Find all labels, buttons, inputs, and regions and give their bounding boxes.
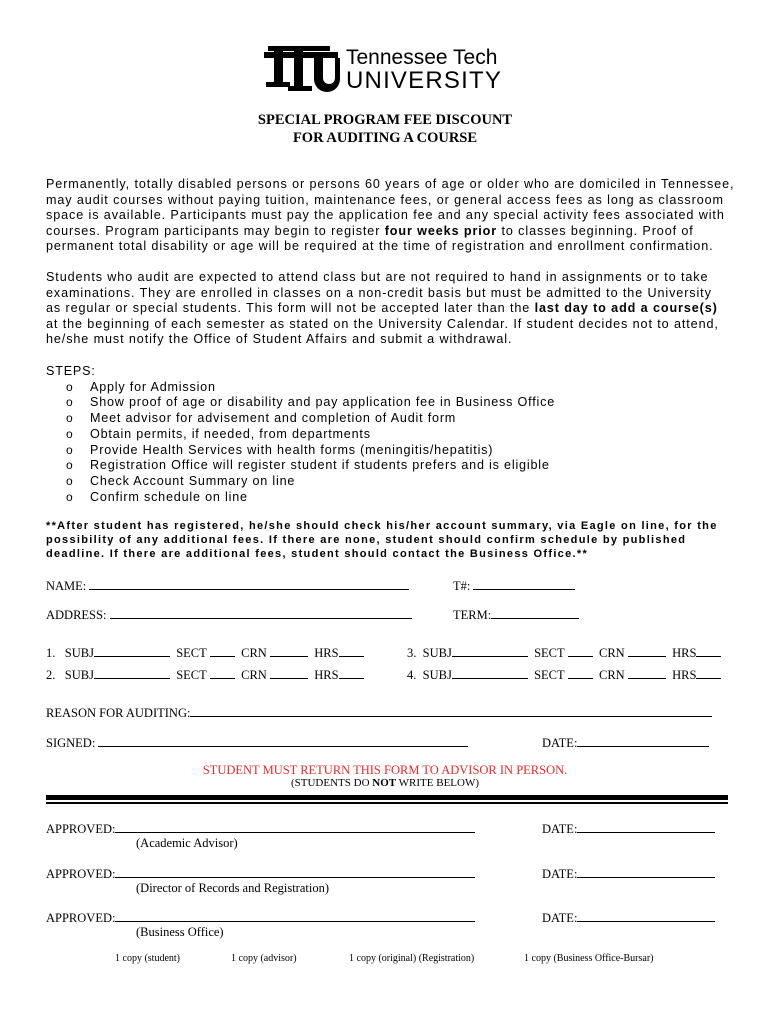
crn-label: CRN: [241, 668, 267, 682]
approval-role-label: (Business Office): [136, 925, 224, 939]
approval-date-field[interactable]: [542, 821, 715, 837]
step-item: [46, 458, 555, 474]
subj-label: SUBJ: [64, 646, 94, 660]
logo-text-university: UNIVERSITY: [346, 67, 503, 94]
approval-date-field[interactable]: [542, 866, 715, 882]
approval-role-label: (Academic Advisor): [136, 836, 238, 850]
bullet-icon: o: [66, 442, 74, 457]
tnum-label: T#:: [453, 579, 471, 593]
thin-divider: [46, 802, 728, 804]
text-segment: WRITE BELOW): [396, 777, 479, 789]
copy-distribution-registration: 1 copy (original) (Registration): [349, 953, 475, 964]
course-row-2[interactable]: [46, 667, 364, 683]
steps-list: [46, 380, 555, 506]
text-segment: courses. Program participants may begin to register: [46, 223, 385, 238]
text-line: he/she must notify the Office of Student Affairs and submit a withdrawal.: [46, 332, 513, 347]
text-line: examinations. They are enrolled in classes on a non-credit basis but must be admitted to the University: [46, 285, 712, 300]
course-number: 4.: [407, 668, 417, 682]
text-line: possibility of any additional fees. If there are none, student should confirm schedule by published: [46, 534, 687, 547]
approval-signature-line[interactable]: [115, 821, 475, 833]
name-label: NAME:: [46, 579, 87, 593]
sect-label: SECT: [176, 646, 207, 660]
subj-label: SUBJ: [422, 668, 452, 682]
crn-input-line[interactable]: [270, 667, 308, 679]
bullet-icon: o: [66, 411, 74, 426]
signature-input-line[interactable]: [98, 735, 468, 747]
bullet-icon: o: [66, 458, 74, 473]
crn-input-line[interactable]: [628, 645, 666, 657]
step-text: Show proof of age or disability and pay application fee in Business Office: [90, 395, 556, 410]
text-segment: (STUDENTS DO: [290, 777, 373, 789]
course-row-1[interactable]: [46, 645, 364, 661]
crn-input-line[interactable]: [270, 645, 308, 657]
hrs-input-line[interactable]: [339, 667, 364, 679]
step-item: [46, 380, 555, 396]
text-line: [46, 224, 736, 240]
logo-text-tennessee-tech: Tennessee Tech: [346, 46, 498, 69]
hrs-label: HRS: [672, 646, 697, 660]
hrs-input-line[interactable]: [696, 645, 721, 657]
course-number: 2.: [46, 668, 56, 682]
signed-field[interactable]: [46, 735, 468, 751]
crn-label: CRN: [599, 668, 625, 682]
sect-input-line[interactable]: [568, 645, 593, 657]
hrs-label: HRS: [672, 668, 697, 682]
text-line: deadline. If there are additional fees, student should contact the Business Office.**: [46, 548, 589, 561]
step-text: Obtain permits, if needed, from departments: [90, 426, 371, 441]
step-text: Registration Office will register student if students prefers and is eligible: [90, 458, 550, 473]
step-text: Meet advisor for advisement and completion of Audit form: [90, 411, 457, 426]
text-segment: to classes beginning. Proof of: [497, 223, 694, 238]
sect-label: SECT: [176, 668, 207, 682]
address-field[interactable]: [46, 607, 412, 623]
subj-label: SUBJ: [64, 668, 94, 682]
text-line: may audit courses without paying tuition, maintenance fees, or general access fees as long as classroom: [46, 192, 724, 207]
approved-label: APPROVED:: [46, 867, 116, 881]
date-input-line[interactable]: [577, 821, 715, 833]
approval-signature-line[interactable]: [115, 910, 475, 922]
emphasis-last-day-to-add: last day to add a course(s): [534, 301, 718, 316]
bullet-icon: o: [66, 426, 74, 441]
step-text: Check Account Summary on line: [90, 473, 296, 488]
emphasis-not: NOT: [372, 777, 397, 789]
sect-label: SECT: [534, 668, 565, 682]
steps-section: [46, 364, 555, 505]
date-input-line[interactable]: [577, 866, 715, 878]
date-label: DATE:: [542, 822, 578, 836]
step-item: [46, 427, 555, 443]
attendance-paragraph: [46, 270, 736, 348]
copy-distribution-student: 1 copy (student): [115, 953, 180, 964]
approval-records-registration[interactable]: [46, 866, 475, 882]
copy-distribution-advisor: 1 copy (advisor): [231, 953, 297, 964]
copy-distribution-bursar: 1 copy (Business Office-Bursar): [524, 953, 654, 964]
tnum-field[interactable]: [453, 578, 575, 594]
approved-label: APPROVED:: [46, 911, 116, 925]
eligibility-paragraph: [46, 177, 736, 255]
page-title-line1: SPECIAL PROGRAM FEE DISCOUNT: [257, 112, 513, 128]
subj-input-line[interactable]: [452, 667, 528, 679]
text-line: **After student has registered, he/she should check his/her account summary, via Eagle on line, for the: [46, 520, 718, 532]
crn-label: CRN: [241, 646, 267, 660]
reason-field[interactable]: [46, 705, 712, 721]
text-line: space is available. Participants must pay the application fee and any special activity fees associated with: [46, 208, 725, 223]
course-number: 1.: [46, 646, 56, 660]
subj-input-line[interactable]: [94, 667, 170, 679]
address-input-line[interactable]: [110, 607, 412, 619]
text-line: Permanently, totally disabled persons or persons 60 years of age or older who are domiciled in Tennessee,: [46, 177, 735, 191]
signed-date-field[interactable]: [542, 735, 709, 751]
date-input-line[interactable]: [577, 735, 709, 747]
approval-date-field[interactable]: [542, 910, 715, 926]
step-text: Apply for Admission: [90, 379, 216, 394]
subj-input-line[interactable]: [452, 645, 528, 657]
term-input-line[interactable]: [491, 607, 579, 619]
step-item: [46, 443, 555, 459]
signed-label: SIGNED:: [46, 736, 96, 750]
reason-label: REASON FOR AUDITING:: [46, 706, 191, 720]
text-line: permanent total disability or age will be required at the time of registration and enrollment confirmation.: [46, 239, 714, 254]
step-item: [46, 411, 555, 427]
bullet-icon: o: [66, 489, 74, 504]
hrs-input-line[interactable]: [339, 645, 364, 657]
thick-divider: [46, 795, 728, 800]
approval-business-office[interactable]: [46, 910, 475, 926]
date-label: DATE:: [542, 736, 578, 750]
approval-academic-advisor[interactable]: [46, 821, 475, 837]
course-row-4[interactable]: [407, 667, 721, 683]
hrs-label: HRS: [314, 668, 339, 682]
approved-label: APPROVED:: [46, 822, 116, 836]
bullet-icon: o: [66, 473, 74, 488]
bullet-icon: o: [66, 379, 74, 394]
text-segment: as regular or special students. This form will not be accepted later than the: [46, 301, 535, 316]
course-row-3[interactable]: [407, 645, 721, 661]
crn-input-line[interactable]: [628, 667, 666, 679]
step-item: [46, 490, 555, 506]
students-do-not-write-note: [0, 777, 770, 789]
name-field[interactable]: [46, 578, 409, 594]
sect-label: SECT: [534, 646, 565, 660]
date-label: DATE:: [542, 911, 578, 925]
term-field[interactable]: [453, 607, 579, 623]
step-item: [46, 474, 555, 490]
sect-input-line[interactable]: [210, 645, 235, 657]
bullet-icon: o: [66, 395, 74, 410]
sect-input-line[interactable]: [568, 667, 593, 679]
page-title-line2: FOR AUDITING A COURSE: [292, 130, 478, 146]
date-label: DATE:: [542, 867, 578, 881]
emphasis-four-weeks-prior: four weeks prior: [384, 223, 498, 238]
return-to-advisor-note: STUDENT MUST RETURN THIS FORM TO ADVISOR IN PERSON.: [202, 763, 568, 777]
reason-input-line[interactable]: [190, 705, 712, 717]
crn-label: CRN: [599, 646, 625, 660]
text-line: Students who audit are expected to attend class but are not required to hand in assignments or to take: [46, 270, 709, 284]
text-line: at the beginning of each semester as stated on the University Calendar. If student decides not to attend,: [46, 316, 719, 331]
approval-role-label: (Director of Records and Registration): [136, 881, 329, 895]
account-summary-note: [46, 519, 718, 562]
step-text: Provide Health Services with health forms (meningitis/hepatitis): [90, 442, 494, 457]
name-input-line[interactable]: [89, 578, 409, 590]
sect-input-line[interactable]: [210, 667, 235, 679]
subj-label: SUBJ: [422, 646, 452, 660]
step-text: Confirm schedule on line: [90, 489, 248, 504]
hrs-input-line[interactable]: [696, 667, 721, 679]
course-number: 3.: [407, 646, 417, 660]
steps-label: STEPS:: [46, 364, 96, 378]
date-input-line[interactable]: [577, 910, 715, 922]
subj-input-line[interactable]: [94, 645, 170, 657]
term-label: TERM:: [453, 608, 492, 622]
hrs-label: HRS: [314, 646, 339, 660]
address-label: ADDRESS:: [46, 608, 107, 622]
approval-signature-line[interactable]: [115, 866, 475, 878]
text-line: [46, 301, 736, 317]
tnum-input-line[interactable]: [473, 578, 575, 590]
step-item: [46, 395, 555, 411]
